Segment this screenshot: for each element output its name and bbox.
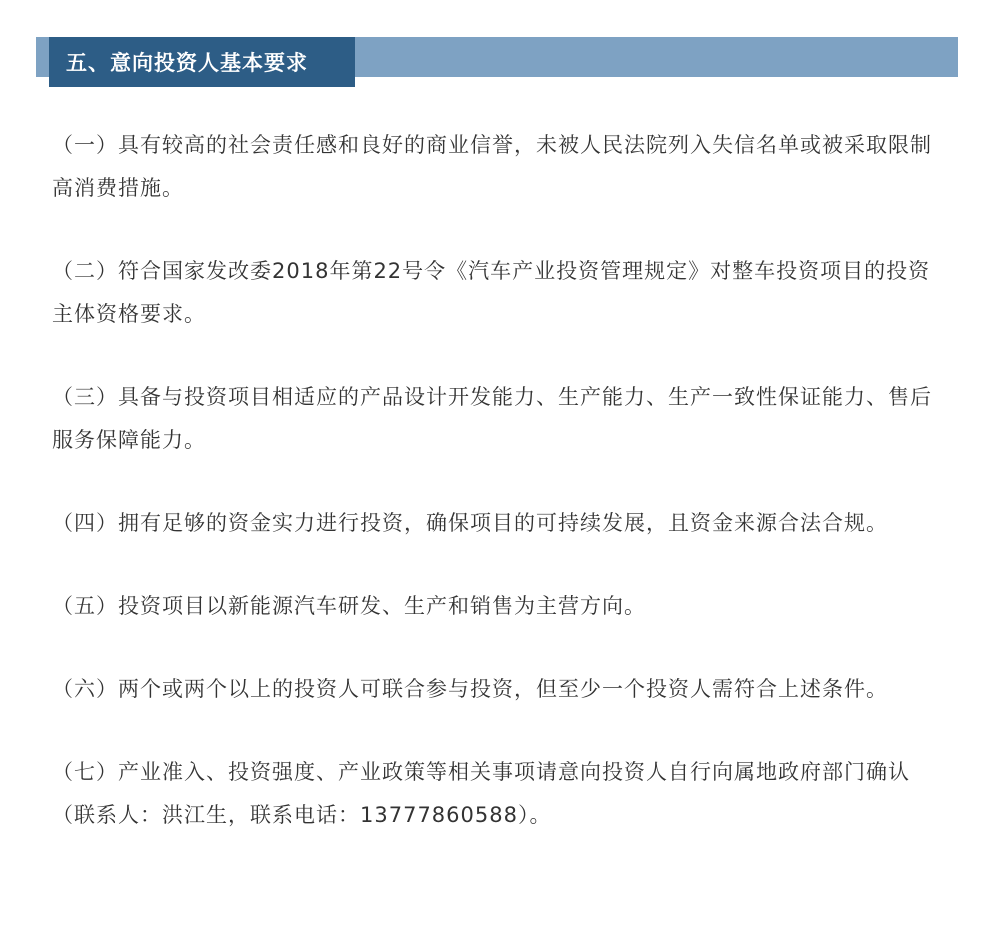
section-title: 五、意向投资人基本要求 — [66, 51, 308, 75]
section-header — [36, 37, 958, 77]
header-tab — [49, 37, 355, 87]
requirements-list — [52, 124, 952, 877]
requirement-item-7: （七）产业准入、投资强度、产业政策等相关事项请意向投资人自行向属地政府部门确认（联系人：洪江生，联系电话：13777860588）。 — [52, 760, 910, 827]
requirement-item-6: （六）两个或两个以上的投资人可联合参与投资，但至少一个投资人需符合上述条件。 — [52, 677, 888, 701]
requirement-item-2: （二）符合国家发改委2018年第22号令《汽车产业投资管理规定》对整车投资项目的投资主体资格要求。 — [52, 259, 931, 326]
requirement-item-1: （一）具有较高的社会责任感和良好的商业信誉，未被人民法院列入失信名单或被采取限制高消费措施。 — [52, 133, 932, 200]
requirement-item-5: （五）投资项目以新能源汽车研发、生产和销售为主营方向。 — [52, 594, 646, 618]
requirement-item-3: （三）具备与投资项目相适应的产品设计开发能力、生产能力、生产一致性保证能力、售后服务保障能力。 — [52, 385, 932, 452]
requirement-item-4: （四）拥有足够的资金实力进行投资，确保项目的可持续发展，且资金来源合法合规。 — [52, 511, 888, 535]
